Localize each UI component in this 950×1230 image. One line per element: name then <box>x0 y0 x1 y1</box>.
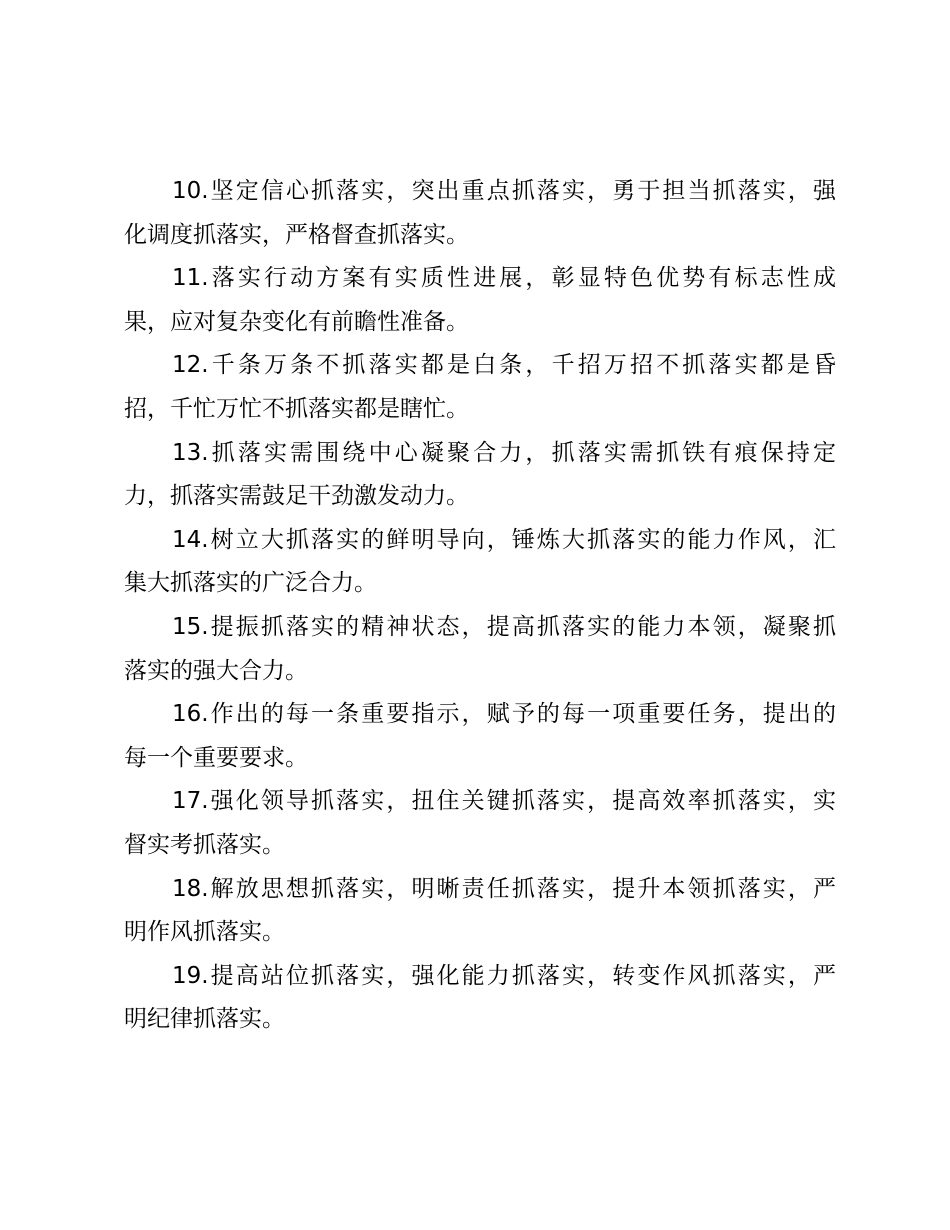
paragraph-line: 13.抓落实需围绕中心凝聚合力，抓落实需抓铁有痕保持定 <box>172 439 836 466</box>
paragraph-line: 每一个重要要求。 <box>124 744 308 771</box>
paragraph-line: 15.提振抓落实的精神状态，提高抓落实的能力本领，凝聚抓 <box>172 613 836 640</box>
paragraph-16 <box>124 693 836 780</box>
paragraph-line: 14.树立大抓落实的鲜明导向，锤炼大抓落实的能力作风，汇 <box>172 526 836 553</box>
paragraph-12 <box>124 344 836 431</box>
paragraph-14 <box>124 519 836 606</box>
paragraph-line: 19.提高站位抓落实，强化能力抓落实，转变作风抓落实，严 <box>172 962 836 989</box>
paragraph-line: 17.强化领导抓落实，扭住关键抓落实，提高效率抓落实，实 <box>172 788 836 815</box>
paragraph-line: 12.千条万条不抓落实都是白条，千招万招不抓落实都是昏 <box>172 352 836 379</box>
paragraph-line: 11.落实行动方案有实质性进展，彰显特色优势有标志性成 <box>172 265 836 292</box>
document-body <box>124 170 836 1042</box>
paragraph-line: 力，抓落实需鼓足干劲激发动力。 <box>124 483 469 510</box>
paragraph-line: 明作风抓落实。 <box>124 919 285 946</box>
paragraph-19 <box>124 955 836 1042</box>
paragraph-17 <box>124 780 836 867</box>
paragraph-line: 10.坚定信心抓落实，突出重点抓落实，勇于担当抓落实，强 <box>172 178 836 204</box>
paragraph-line: 果，应对复杂变化有前瞻性准备。 <box>124 308 469 335</box>
paragraph-line: 18.解放思想抓落实，明晰责任抓落实，提升本领抓落实，严 <box>172 875 836 902</box>
paragraph-line: 化调度抓落实，严格督查抓落实。 <box>124 221 469 248</box>
paragraph-line: 16.作出的每一条重要指示，赋予的每一项重要任务，提出的 <box>172 701 836 728</box>
paragraph-line: 招，千忙万忙不抓落实都是瞎忙。 <box>124 395 469 422</box>
paragraph-15 <box>124 606 836 693</box>
paragraph-line: 明纪律抓落实。 <box>124 1006 285 1033</box>
paragraph-line: 督实考抓落实。 <box>124 831 285 858</box>
paragraph-13 <box>124 432 836 519</box>
paragraph-10 <box>124 170 836 257</box>
paragraph-11 <box>124 257 836 344</box>
paragraph-line: 落实的强大合力。 <box>124 657 308 684</box>
paragraph-18 <box>124 868 836 955</box>
paragraph-line: 集大抓落实的广泛合力。 <box>124 570 377 597</box>
